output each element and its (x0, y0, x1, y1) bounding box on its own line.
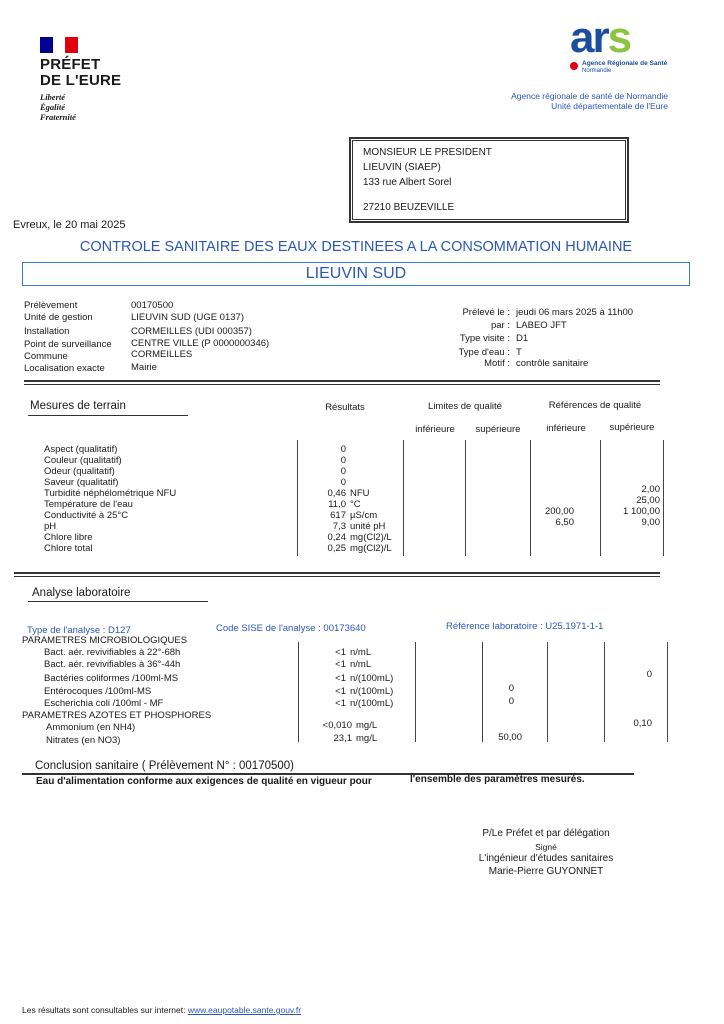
terrain-row-value: 7,3 (332, 521, 346, 532)
signature-line3: L'ingénieur d'études sanitaires (478, 853, 614, 864)
footer-link[interactable]: www.eaupotable.sante.gouv.fr (187, 1005, 302, 1015)
conclusion-title: Conclusion sanitaire ( Prélèvement N° : 00170500) (35, 760, 295, 772)
labo-row-unit: n/(100mL) (350, 698, 394, 709)
labo-row-unit: n/mL (350, 647, 372, 658)
labo-row-lim-sup: 0 (508, 696, 514, 707)
labo-row-unit: n/mL (350, 659, 372, 670)
info-value-installation: CORMEILLES (UDI 000357) (131, 326, 252, 337)
terrain-row-value: 0 (340, 477, 346, 488)
terrain-row-name: Aspect (qualitatif) (44, 444, 118, 455)
info-label-type-eau: Type d'eau : (458, 347, 510, 358)
agency-block (511, 91, 668, 111)
labo-row-value: <1 (335, 659, 346, 670)
terrain-row-ref-inf: 200,00 (544, 506, 574, 517)
terrain-row-name: Odeur (qualitatif) (44, 466, 115, 477)
address-line3: 133 rue Albert Sorel (363, 177, 452, 188)
labo-row-value: <1 (335, 647, 346, 658)
terrain-row-name: Couleur (qualitatif) (44, 455, 122, 466)
info-value-par: LABEO JFT (516, 320, 567, 331)
labo-row-name: Entérocoques /100ml-MS (44, 686, 152, 697)
info-label-commune: Commune (24, 351, 68, 362)
terrain-vline (530, 440, 531, 556)
labo-vline (547, 642, 548, 742)
code-sise: Code SISE de l'analyse : 00173640 (216, 623, 366, 634)
terrain-row-unit: °C (350, 499, 361, 510)
labo-row-name: Bact. aér. revivifiables à 22°-68h (44, 647, 181, 658)
ars-logo (570, 13, 680, 86)
terrain-row-name: Saveur (qualitatif) (44, 477, 119, 488)
conclusion-text-b: l'ensemble des paramètres mesurés. (410, 774, 585, 785)
ars-dot-icon (570, 62, 578, 70)
type-analyse: Type de l'analyse : D127 (27, 625, 131, 636)
info-value-preleve-le: jeudi 06 mars 2025 à 11h00 (516, 307, 634, 318)
terrain-row-value: 0,24 (327, 532, 346, 543)
ars-logo-s: s (607, 13, 631, 62)
labo-group-name: PARAMETRES MICROBIOLOGIQUES (22, 635, 188, 646)
ars-logo-text: ar (570, 13, 608, 62)
labo-row-value: <0,010 (322, 720, 352, 731)
terrain-row-ref-sup: 2,00 (641, 484, 660, 495)
motto-egalite: Égalité (40, 102, 66, 112)
sub-lim-sup: supérieure (475, 424, 521, 435)
labo-row-unit: n/(100mL) (350, 673, 394, 684)
labo-row-name: Ammonium (en NH4) (46, 722, 136, 733)
sub-lim-inf: inférieure (415, 424, 455, 435)
signature-line2: Signé (535, 841, 557, 852)
sub-ref-sup: supérieure (609, 422, 655, 433)
ars-subtitle: Agence Régionale de Santé (582, 60, 668, 67)
labo-row-name: Escherichia coli /100ml - MF (44, 698, 164, 709)
sub-ref-inf: inférieure (546, 423, 586, 434)
terrain-row-value: 617 (330, 510, 346, 521)
prefet-line1: PRÉFET (40, 56, 101, 73)
divider (24, 380, 660, 385)
info-value-motif: contrôle sanitaire (516, 358, 589, 369)
terrain-row-name: Température de l'eau (44, 499, 133, 510)
info-label-localisation: Localisation exacte (24, 363, 105, 374)
labo-vline (604, 642, 605, 742)
labo-title: Analyse laboratoire (32, 587, 131, 599)
info-value-localisation: Mairie (131, 362, 157, 373)
labo-row-name: Bact. aér. revivifiables à 36°-44h (44, 659, 181, 670)
address-box (349, 137, 629, 223)
labo-row-ref-sup: 0 (646, 669, 652, 680)
info-label-type-visite: Type visite : (459, 333, 510, 344)
terrain-vline (465, 440, 466, 556)
terrain-title: Mesures de terrain (30, 400, 126, 412)
terrain-row-ref-inf: 6,50 (555, 517, 574, 528)
terrain-row-value: 0,46 (327, 488, 346, 499)
labo-title-underline (28, 601, 208, 602)
terrain-row-unit: mg(Cl2)/L (350, 543, 392, 554)
page-title: CONTROLE SANITAIRE DES EAUX DESTINEES A LA CONSOMMATION HUMAINE (79, 239, 633, 255)
ref-labo: Référence laboratoire : U25.1971-1-1 (446, 621, 604, 632)
info-value-point: CENTRE VILLE (P 0000000346) (131, 338, 270, 349)
terrain-row-value: 0 (340, 444, 346, 455)
address-line2: LIEUVIN (SIAEP) (363, 162, 441, 173)
ars-region: Normandie (582, 68, 612, 74)
labo-row-unit: mg/L (356, 720, 378, 731)
info-value-prelevement: 00170500 (131, 300, 174, 311)
labo-row-name: Bactéries coliformes /100ml-MS (44, 673, 179, 684)
terrain-row-name: Turbidité néphélométrique NFU (44, 488, 177, 499)
info-value-unite: LIEUVIN SUD (UGE 0137) (131, 312, 244, 323)
terrain-row-unit: NFU (350, 488, 370, 499)
info-label-unite: Unité de gestion (24, 312, 93, 323)
info-label-installation: Installation (24, 326, 70, 337)
info-value-type-visite: D1 (516, 333, 529, 344)
labo-vline (482, 642, 483, 742)
terrain-row-name: Chlore libre (44, 532, 93, 543)
agency-line2: Unité départementale de l'Eure (551, 101, 668, 111)
info-label-par: par : (490, 320, 510, 331)
terrain-row-unit: mg(Cl2)/L (350, 532, 392, 543)
agency-line1: Agence régionale de santé de Normandie (511, 91, 668, 101)
labo-row-lim-sup: 50,00 (498, 732, 522, 743)
labo-row-value: <1 (335, 686, 346, 697)
col-refs: Références de qualité (548, 400, 642, 411)
motto-fraternite: Fraternité (40, 112, 76, 122)
labo-row-ref-sup: 0,10 (633, 718, 652, 729)
terrain-title-underline (28, 415, 188, 416)
divider (14, 572, 660, 577)
terrain-row-name: Conductivité à 25°C (44, 510, 129, 521)
labo-row-unit: mg/L (356, 733, 378, 744)
info-label-prelevement: Prélèvement (24, 300, 78, 311)
prefet-line2: DE L'EURE (40, 72, 122, 89)
terrain-row-name: pH (44, 521, 57, 532)
motto-liberte: Liberté (40, 92, 66, 102)
terrain-row-unit: µS/cm (350, 510, 378, 521)
signature-line4: Marie-Pierre GUYONNET (488, 865, 604, 877)
prefet-title (40, 57, 121, 89)
date-line: Evreux, le 20 mai 2025 (13, 219, 126, 231)
terrain-vline (663, 440, 664, 556)
labo-row-value: 23,1 (333, 733, 352, 744)
terrain-row-value: 0,25 (327, 543, 346, 554)
motto (40, 92, 76, 122)
terrain-row-value: 0 (340, 455, 346, 466)
labo-row-name: Nitrates (en NO3) (46, 735, 121, 746)
info-label-point: Point de surveillance (24, 339, 112, 350)
address-line1: MONSIEUR LE PRESIDENT (363, 147, 492, 158)
labo-vline (415, 642, 416, 742)
signature-block (446, 828, 646, 878)
terrain-row-ref-sup: 25,00 (636, 495, 660, 506)
terrain-row-ref-sup: 1 100,00 (623, 506, 660, 517)
col-results: Résultats (325, 402, 365, 413)
labo-row-lim-sup: 0 (508, 683, 514, 694)
labo-row-value: <1 (335, 698, 346, 709)
terrain-row-unit: unité pH (350, 521, 386, 532)
labo-vline (298, 642, 299, 742)
terrain-row-name: Chlore total (44, 543, 93, 554)
terrain-vline (403, 440, 404, 556)
labo-vline (667, 642, 668, 742)
info-value-commune: CORMEILLES (131, 349, 193, 360)
footer-text: Les résultats sont consultables sur internet: (22, 1005, 186, 1015)
terrain-row-value: 0 (340, 466, 346, 477)
labo-group-name: PARAMETRES AZOTES ET PHOSPHORES (22, 710, 212, 721)
subtitle-box: LIEUVIN SUD (22, 262, 690, 286)
conclusion-text-a: Eau d'alimentation conforme aux exigences de qualité en vigueur pour (36, 776, 372, 787)
labo-row-unit: n/(100mL) (350, 686, 394, 697)
french-flag-icon (40, 37, 78, 53)
info-value-type-eau: T (516, 347, 522, 358)
terrain-row-value: 11,0 (328, 499, 346, 510)
labo-row-value: <1 (335, 673, 346, 684)
col-limits: Limites de qualité (428, 401, 502, 412)
info-label-preleve-le: Prélevé le : (462, 307, 510, 318)
footer (22, 1005, 301, 1015)
info-label-motif: Motif : (484, 358, 510, 369)
address-line4: 27210 BEUZEVILLE (363, 202, 455, 213)
terrain-row-ref-sup: 9,00 (641, 517, 660, 528)
signature-line1: P/Le Préfet et par délégation (482, 828, 610, 839)
